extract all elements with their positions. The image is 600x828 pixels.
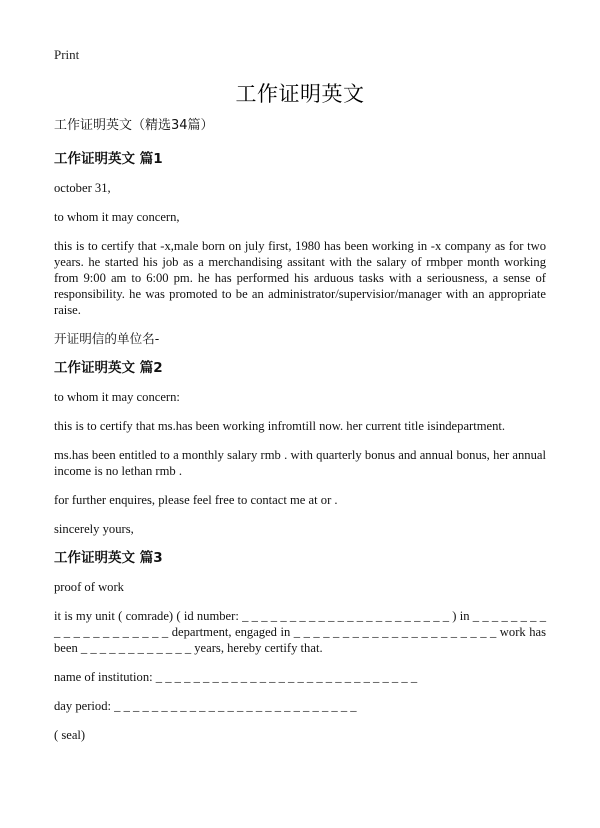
seal-label: ( seal) bbox=[54, 728, 86, 742]
print-link[interactable]: Print bbox=[54, 47, 80, 62]
letter-body: this is to certify that -x,male born on july first, 1980 has been working in -x company as for two years. he started his job as a merchandising assitant with the salary of rmbper month working from 9:00 am to 6:00 pm. he has performed his arduous tasks with a seriousness, a sense of responsibility. he was promoted to be an administrator/supervisior/manager with an appropriate raise. bbox=[54, 239, 546, 317]
letter-date: october 31, bbox=[54, 181, 111, 195]
proof-title: proof of work bbox=[54, 580, 124, 594]
letter-salutation: to whom it may concern, bbox=[54, 210, 180, 224]
document-subtitle: 工作证明英文（精选34篇） bbox=[54, 118, 214, 133]
document-body bbox=[54, 118, 546, 756]
contact-line: for further enquires, please feel free to contact me at or . bbox=[54, 493, 338, 507]
section-heading-3: 工作证明英文 篇3 bbox=[54, 550, 163, 566]
letter-body: ms.has been entitled to a monthly salary rmb . with quarterly bonus and annual bonus, her annual income is no lethan rmb . bbox=[54, 448, 546, 478]
proof-body: it is my unit ( comrade) ( id number: _ _ _ _ _ _ _ _ _ _ _ _ _ _ _ _ _ _ _ _ _ _ ) in _ _ _ _ _ _ _ _ _ _ _ _ _ _ _ _ _ _ _ _ department, engaged in _ _ _ _ _ _ _ _ _ _ _ _ _ _ _ _ _ _ _ _ _ work has been _ _ _ _ _ _ _ _ _ _ _ _ years, hereby certify that. bbox=[54, 609, 546, 655]
institution-name-field: name of institution: _ _ _ _ _ _ _ _ _ _ _ _ _ _ _ _ _ _ _ _ _ _ _ _ _ _ _ _ bbox=[54, 670, 418, 684]
page-title: 工作证明英文 bbox=[235, 82, 365, 106]
letter-body: this is to certify that ms.has been working infromtill now. her current title isindepartment. bbox=[54, 419, 506, 433]
day-period-field: day period: _ _ _ _ _ _ _ _ _ _ _ _ _ _ _ _ _ _ _ _ _ _ _ _ _ _ bbox=[54, 699, 357, 713]
section-heading-2: 工作证明英文 篇2 bbox=[54, 360, 163, 376]
section-heading-1: 工作证明英文 篇1 bbox=[54, 151, 163, 167]
letter-closing: sincerely yours, bbox=[54, 522, 134, 536]
issuing-unit-line: 开证明信的单位名- bbox=[54, 331, 160, 346]
letter-salutation: to whom it may concern: bbox=[54, 390, 180, 404]
